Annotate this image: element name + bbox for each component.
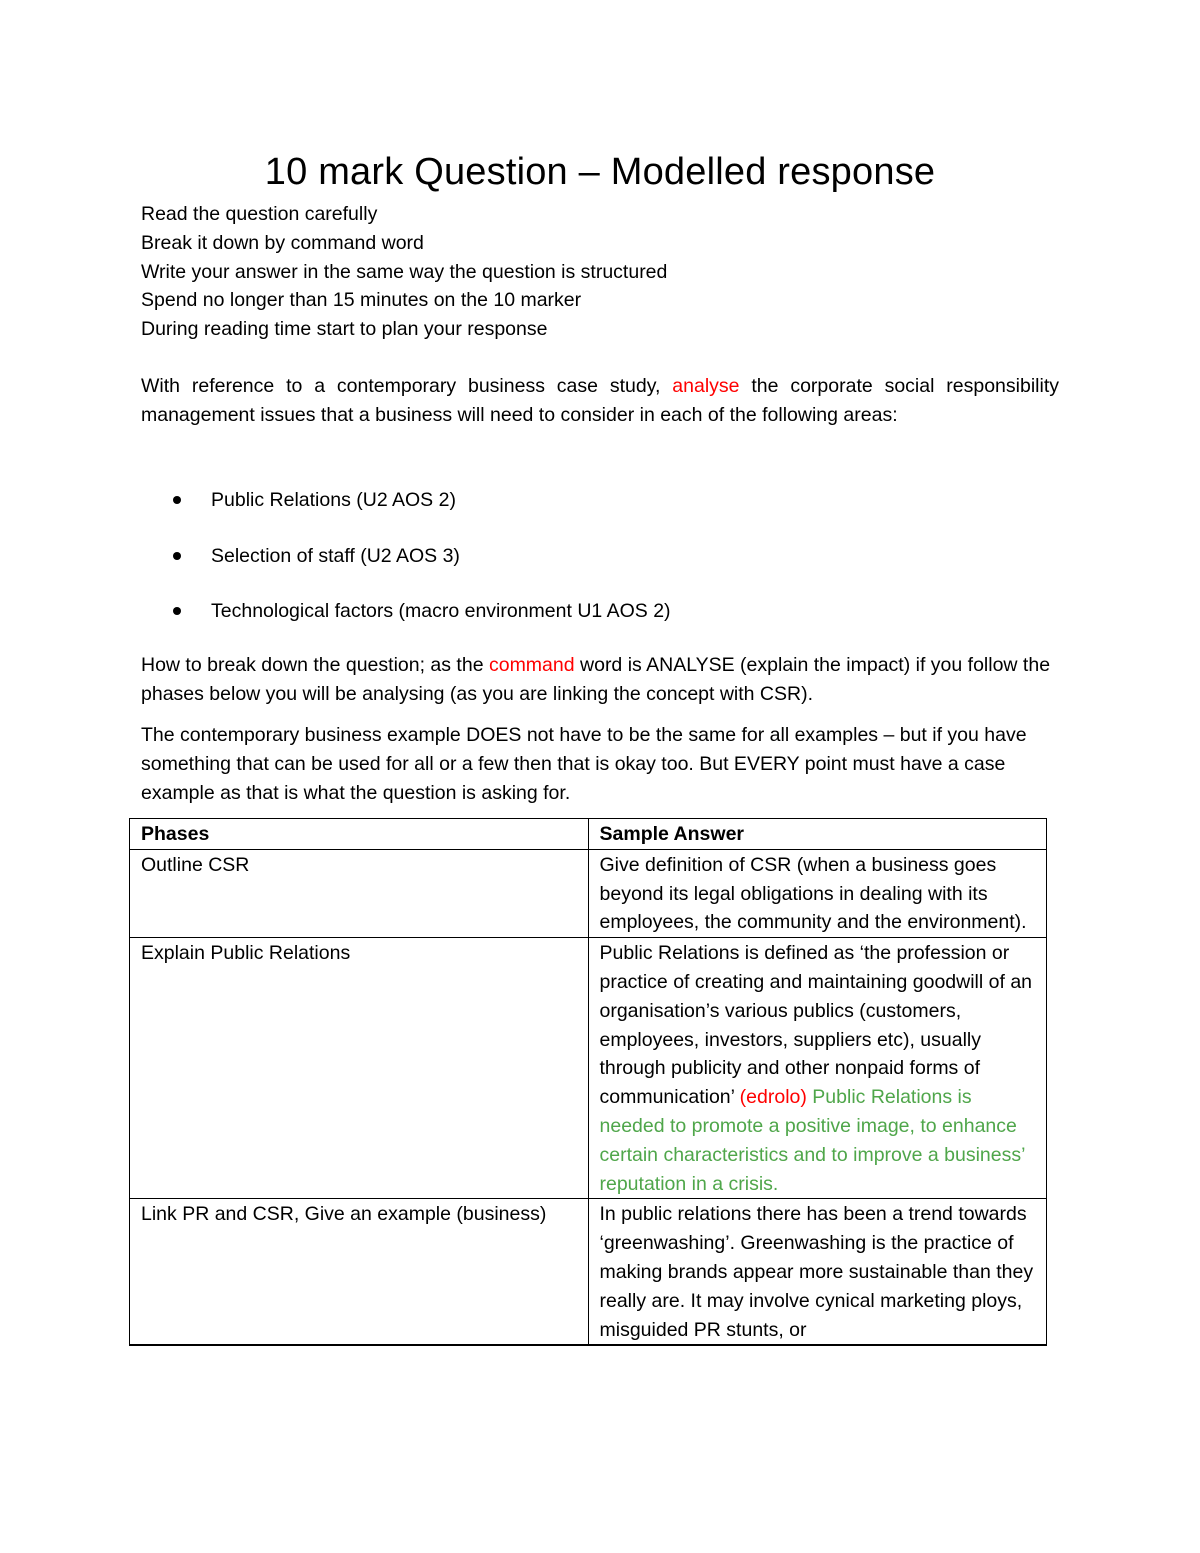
phase-cell: Explain Public Relations xyxy=(130,938,589,1199)
question-paragraph xyxy=(141,372,1059,430)
breakdown-text-before: How to break down the question; as the xyxy=(141,654,484,676)
answer-text: Public Relations is defined as ‘the profession or practice of creating and maintaining goodwill of an organisation’s various publics (customers, employees, investors, suppliers etc), usually through publicity and other nonpaid forms of communication’ xyxy=(599,942,1033,1109)
question-command-word: analyse xyxy=(672,375,740,397)
table-header-phases: Phases xyxy=(130,819,589,850)
table-header-row xyxy=(130,819,1047,850)
contemporary-note: The contemporary business example DOES not have to be the same for all examples – but if you have something that can be used for all or a few then that is okay too. But EVERY point must have a case example as that is what the question is asking for. xyxy=(141,724,1027,804)
area-label: Public Relations (U2 AOS 2) xyxy=(211,489,456,511)
breakdown-command-word: command xyxy=(488,654,575,676)
answer-source: (edrolo) xyxy=(739,1086,807,1109)
phase-cell: Link PR and CSR, Give an example (business) xyxy=(130,1199,589,1345)
answer-extra: Public Relations is needed to promote a positive image, to enhance certain characteristics and to improve a business’ reputation in a crisis. xyxy=(599,1086,1025,1195)
area-item xyxy=(141,540,1041,596)
answer-cell: Give definition of CSR (when a business goes beyond its legal obligations in dealing with its employees, the community and the environment). xyxy=(588,849,1047,937)
phases-table xyxy=(129,818,1047,1346)
bullet-icon xyxy=(173,552,181,560)
area-item xyxy=(141,484,1041,540)
answer-cell xyxy=(588,938,1047,1199)
table-row xyxy=(130,1199,1047,1345)
question-text-after: the corporate social responsibility management issues that a business will need to consider in each of the following areas: xyxy=(141,375,1059,426)
table-header-sample-answer: Sample Answer xyxy=(588,819,1047,850)
area-label: Selection of staff (U2 AOS 3) xyxy=(211,544,460,567)
page-title: 10 mark Question – Modelled response xyxy=(264,151,936,193)
answer-cell: In public relations there has been a trend towards ‘greenwashing’. Greenwashing is the practice of making brands appear more sustainable than they really are. It may involve cynical marketing ploys, misguided PR stunts, or xyxy=(588,1199,1047,1345)
bullet-icon xyxy=(173,496,181,504)
question-text-before: With reference to a contemporary business case study, xyxy=(141,375,661,397)
bullet-icon xyxy=(173,607,181,615)
areas-list xyxy=(141,484,1041,651)
area-item xyxy=(141,595,1041,651)
area-label: Technological factors (macro environment U1 AOS 2) xyxy=(211,600,671,623)
table-row xyxy=(130,938,1047,1199)
breakdown-paragraph xyxy=(141,651,1061,709)
tip-item: During reading time start to plan your response xyxy=(141,318,548,341)
breakdown-text-after: word is ANALYSE (explain the impact) if you follow the phases below you will be analysing (as you are linking the concept with CSR). xyxy=(141,654,1051,705)
tips-list xyxy=(141,200,1061,344)
tip-item: Spend no longer than 15 minutes on the 10 marker xyxy=(141,289,582,312)
tip-item: Write your answer in the same way the question is structured xyxy=(141,260,668,283)
phase-cell: Outline CSR xyxy=(130,849,589,937)
tip-item: Break it down by command word xyxy=(141,231,424,254)
table-row xyxy=(130,849,1047,937)
tip-item: Read the question carefully xyxy=(141,203,378,225)
